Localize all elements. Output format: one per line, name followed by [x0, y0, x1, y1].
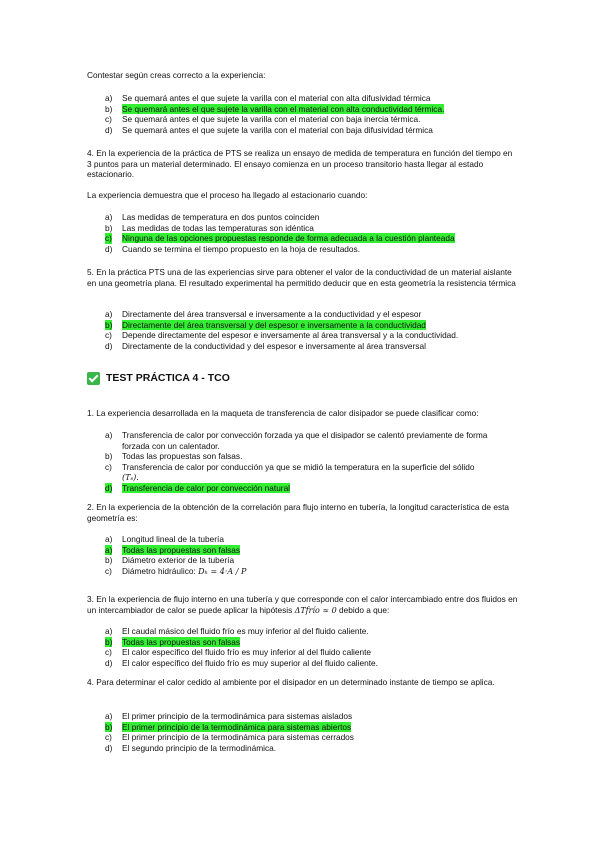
- option-b[interactable]: b) Diámetro exterior de la tubería: [105, 555, 235, 566]
- surface-temperature-formula: (Tₛ).: [122, 473, 139, 483]
- section-title: TEST PRÁCTICA 4 - TCO: [106, 372, 230, 385]
- hydraulic-diameter-formula: Dₕ = 4·A / P: [198, 566, 247, 576]
- t2-options: [105, 534, 515, 576]
- t3-question: 3. En la experiencia de flujo interno en una tubería y que corresponde con el calor intercambiado entre dos fluidos en un intercambiador de calor se puede aplicar la hipótesis ΔTfrío ≈ 0 debido a que:: [87, 594, 518, 615]
- option-d-correct[interactable]: d) Transferencia de calor por convección natural: [105, 482, 291, 493]
- answer-highlight: Ninguna de las opciones propuestas responde de forma adecuada a la cuestión planteada: [122, 233, 455, 244]
- option-a[interactable]: a) Longitud lineal de la tubería: [105, 534, 224, 544]
- t1-question: 1. La experiencia desarrollada en la maqueta de transferencia de calor disipador se puede clasificar como:: [87, 408, 479, 418]
- option-b[interactable]: b) Las medidas de todas las temperaturas son idéntica: [105, 222, 314, 233]
- option-d[interactable]: d) El segundo principio de la termodinámica.: [105, 742, 277, 753]
- answer-highlight: Transferencia de calor por convección natural: [122, 482, 291, 493]
- option-a[interactable]: a) El caudal másico del fluido frío es muy inferior al del fluido caliente.: [105, 626, 369, 636]
- delta-t-formula: ΔTfrío ≈ 0: [294, 605, 337, 615]
- q4-question: 4. En la experiencia de la práctica de PTS se realiza un ensayo de medida de temperatura en función del tiempo en 3 puntos para un material determinado. El ensayo comienza en un proceso transitorio hasta llegar al estado estacionario.: [87, 148, 513, 180]
- option-c[interactable]: c) Transferencia de calor por conducción ya que se midió la temperatura en la superficie del sólido (Tₛ).: [105, 461, 475, 483]
- option-c[interactable]: c) Se quemará antes el que sujete la varilla con el material con baja inercia térmica.: [105, 114, 421, 125]
- answer-highlight: Directamente del área transversal y del espesor e inversamente a la conductividad: [122, 319, 426, 330]
- section-heading: [87, 372, 230, 385]
- q4-prompt: La experiencia demuestra que el proceso ha llegado al estacionario cuando:: [87, 190, 368, 200]
- option-b-correct[interactable]: b) Se quemará antes el que sujete la varilla con el material con alta conductividad térmica.: [105, 103, 445, 114]
- t3-options: [105, 626, 515, 668]
- answer-highlight: El primer principio de la termodinámica para sistemas abiertos: [122, 721, 352, 732]
- option-a[interactable]: a) Transferencia de calor por convección forzada ya que el disipador se calentó previamente de forma forzada con un calentador.: [105, 430, 488, 451]
- option-c[interactable]: c) El primer principio de la termodinámica para sistemas cerrados: [105, 732, 354, 743]
- option-a[interactable]: a) El primer principio de la termodinámica para sistemas aislados: [105, 711, 353, 721]
- option-b[interactable]: b) Todas las propuestas son falsas.: [105, 451, 243, 461]
- t4-question: 4. Para determinar el calor cedido al ambiente por el disipador en un determinado instante de tiempo se aplica.: [87, 677, 495, 687]
- q4-options: [105, 212, 515, 254]
- option-a[interactable]: a) Directamente del área transversal e inversamente a la conductividad y el espesor: [105, 309, 422, 319]
- answer-highlight: Todas las propuestas son falsas: [122, 544, 241, 555]
- q3-intro: Contestar según creas correcto a la experiencia:: [87, 70, 266, 80]
- q5-options: [105, 309, 515, 351]
- option-c[interactable]: c) Diámetro hidráulico: Dₕ = 4·A / P: [105, 565, 247, 576]
- t1-options: [105, 430, 515, 493]
- option-b-correct[interactable]: b) El primer principio de la termodinámica para sistemas abiertos: [105, 721, 352, 732]
- answer-highlight: Se quemará antes el que sujete la varilla con el material con alta conductividad térmica.: [122, 103, 445, 114]
- option-b-correct[interactable]: b) Todas las propuestas son falsas: [105, 636, 241, 647]
- option-d[interactable]: d) Directamente de la conductividad y del espesor e inversamente al área transversal: [105, 340, 426, 351]
- option-c-correct[interactable]: c) Ninguna de las opciones propuestas responde de forma adecuada a la cuestión planteada: [105, 233, 455, 244]
- option-d[interactable]: d) El calor específico del fluido frío es muy superior al del fluido caliente.: [105, 657, 378, 668]
- t2-question: 2. En la experiencia de la obtención de la correlación para flujo interno en tubería, la longitud característica de esta geometría es:: [87, 502, 510, 523]
- q3-options: [105, 93, 515, 135]
- option-d[interactable]: d) Se quemará antes el que sujete la varilla con el material con baja difusividad térmica: [105, 124, 433, 135]
- option-c[interactable]: c) El calor específico del fluido frío es muy inferior al del fluido caliente: [105, 647, 372, 658]
- answer-highlight: Todas las propuestas son falsas: [122, 636, 241, 647]
- t4-options: [105, 711, 515, 753]
- option-a-correct[interactable]: a) Todas las propuestas son falsas: [105, 544, 241, 555]
- q5-question: 5. En la práctica PTS una de las experiencias sirve para obtener el valor de la conductividad de un material aislante en una geometría plana. El resultado experimental ha permitido deducir que en esta geometría la resistencia térmica: [87, 267, 516, 288]
- option-b-correct[interactable]: b) Directamente del área transversal y del espesor e inversamente a la conductividad: [105, 319, 426, 330]
- option-d[interactable]: d) Cuando se termina el tiempo propuesto en la hoja de resultados.: [105, 243, 360, 254]
- checkmark-icon: [87, 372, 100, 385]
- option-a[interactable]: a) Se quemará antes el que sujete la varilla con el material con alta difusividad térmica: [105, 93, 431, 103]
- option-c[interactable]: c) Depende directamente del espesor e inversamente al área transversal y a la conductividad.: [105, 330, 459, 341]
- option-a[interactable]: a) Las medidas de temperatura en dos puntos coinciden: [105, 212, 320, 222]
